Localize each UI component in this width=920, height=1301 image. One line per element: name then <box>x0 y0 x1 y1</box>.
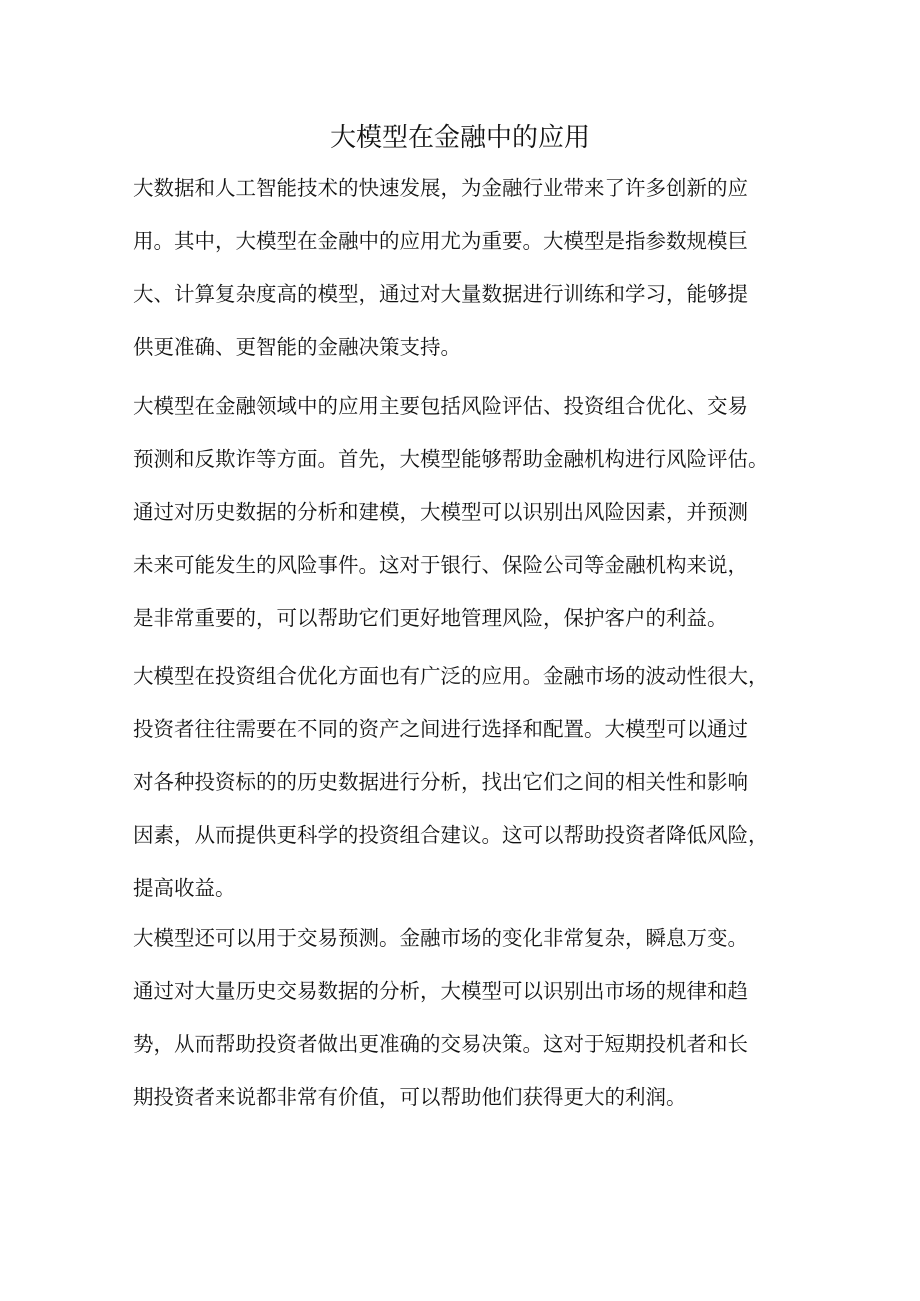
text-line: 大模型在投资组合优化方面也有广泛的应用。金融市场的波动性很大， <box>133 664 769 688</box>
text-line: 大模型在金融领域中的应用主要包括风险评估、投资组合优化、交易 <box>133 394 748 418</box>
text-line: 未来可能发生的风险事件。这对于银行、保险公司等金融机构来说， <box>133 553 748 577</box>
text-line: 势，从而帮助投资者做出更准确的交易决策。这对于短期投机者和长 <box>133 1032 748 1056</box>
text-line: 用。其中，大模型在金融中的应用尤为重要。大模型是指参数规模巨 <box>133 229 748 253</box>
text-line: 通过对历史数据的分析和建模，大模型可以识别出风险因素，并预测 <box>133 500 748 524</box>
text-line: 对各种投资标的的历史数据进行分析，找出它们之间的相关性和影响 <box>133 770 748 794</box>
text-line: 预测和反欺诈等方面。首先，大模型能够帮助金融机构进行风险评估。 <box>133 447 769 471</box>
text-line: 是非常重要的，可以帮助它们更好地管理风险，保护客户的利益。 <box>133 606 728 630</box>
text-line: 投资者往往需要在不同的资产之间进行选择和配置。大模型可以通过 <box>133 717 748 741</box>
text-line: 供更准确、更智能的金融决策支持。 <box>133 335 461 359</box>
text-line: 大数据和人工智能技术的快速发展，为金融行业带来了许多创新的应 <box>133 176 748 200</box>
document-title: 大模型在金融中的应用 <box>329 123 590 153</box>
paragraph-risk-assessment <box>133 380 769 645</box>
text-line: 大模型还可以用于交易预测。金融市场的变化非常复杂，瞬息万变。 <box>133 926 748 950</box>
text-line: 大、计算复杂度高的模型，通过对大量数据进行训练和学习，能够提 <box>133 282 748 306</box>
paragraph-trade-prediction <box>133 912 748 1124</box>
text-line: 期投资者来说都非常有价值，可以帮助他们获得更大的利润。 <box>133 1085 687 1109</box>
paragraph-intro <box>133 162 748 374</box>
text-line: 因素，从而提供更科学的投资组合建议。这可以帮助投资者降低风险， <box>133 823 769 847</box>
text-line: 提高收益。 <box>133 876 236 900</box>
paragraph-portfolio-optimization <box>133 650 769 915</box>
text-line: 通过对大量历史交易数据的分析，大模型可以识别出市场的规律和趋 <box>133 979 748 1003</box>
